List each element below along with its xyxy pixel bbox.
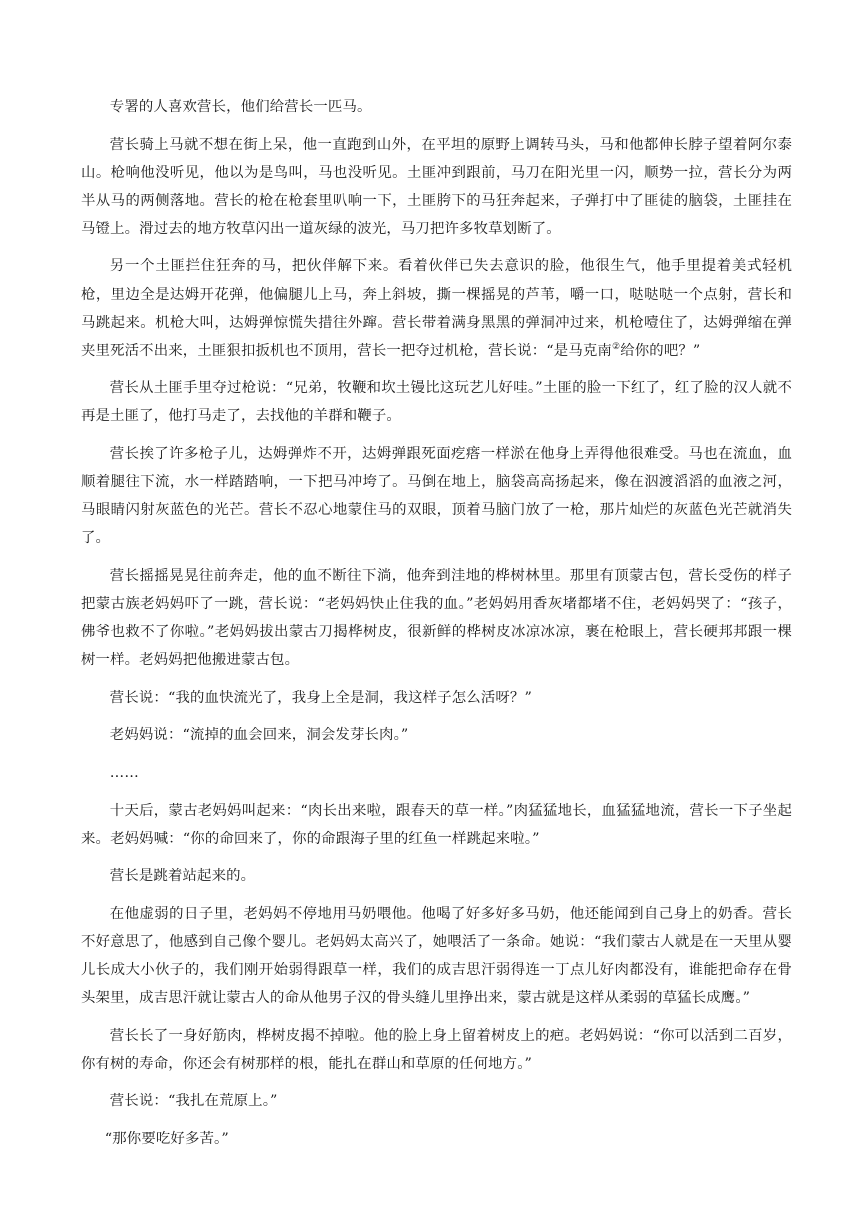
paragraph-text-tail: 给你的吧？” xyxy=(620,342,701,359)
paragraph: 营长骑上马就不想在街上呆，他一直跑到山外，在平坦的原野上调转马头，马和他都伸长脖子望着阿尔泰山。枪响他没听见，他以为是鸟叫，马也没听见。土匪冲到跟前，马刀在阳光里一闪，顺势一拉，营长分为两半从马的两侧落地。营长的枪在枪套里叭响一下，土匪胯下的马狂奔起来，子弹打中了匪徒的脑袋，土匪挂在马镫上。滑过去的地方牧草闪出一道灰绿的波光，马刀把许多牧草划断了。 xyxy=(81,136,792,237)
paragraph: “那你要吃好多苦。” xyxy=(104,1131,229,1147)
article-body xyxy=(81,93,792,1163)
paragraph: 营长长了一身好筋肉，桦树皮揭不掉啦。他的脸上身上留着树皮上的疤。老妈妈说：“你可以活到二百岁，你有树的寿命，你还会有树那样的根，能扎在群山和草原的任何地方。” xyxy=(81,1027,792,1072)
paragraph: 在他虚弱的日子里，老妈妈不停地用马奶喂他。他喝了好多好多马奶，他还能闻到自己身上的奶香。营长不好意思了，他感到自己像个婴儿。老妈妈太高兴了，她喂活了一条命。她说：“我们蒙古人就是在一天里从婴儿长成大小伙子的，我们刚开始弱得跟草一样，我们的成吉思汗弱得连一丁点儿好肉都没有，谁能把命存在骨头架里，成吉思汗就让蒙古人的命从他男子汉的骨头缝儿里挣出来，蒙古就是这样从柔弱的草猛长成鹰。” xyxy=(81,905,792,1007)
paragraph: 十天后，蒙古老妈妈叫起来：“肉长出来啦，跟春天的草一样。”肉猛猛地长，血猛猛地流，营长一下子坐起来。老妈妈喊：“你的命回来了，你的命跟海子里的红鱼一样跳起来啦。” xyxy=(81,802,792,847)
paragraph: 营长是跳着站起来的。 xyxy=(109,868,256,885)
footnote-marker: ② xyxy=(611,341,621,352)
paragraph: 营长摇摇晃晃往前奔走，他的血不断往下淌，他奔到洼地的桦树林里。那里有顶蒙古包，营长受伤的样子把蒙古族老妈妈吓了一跳，营长说：“老妈妈快止住我的血。”老妈妈用香灰堵都堵不住，老妈妈哭了：“孩子，佛爷也救不了你啦。”老妈妈拔出蒙古刀揭桦树皮，很新鲜的桦树皮冰凉冰凉，裹在枪眼上，营长硬邦邦跟一棵树一样。老妈妈把他搬进蒙古包。 xyxy=(81,567,792,669)
paragraph: 营长说：“我的血快流光了，我身上全是洞，我这样子怎么活呀？” xyxy=(109,689,532,706)
paragraph: 营长挨了许多枪子儿，达姆弹炸不开，达姆弹跟死面疙瘩一样淤在他身上弄得他很难受。马也在流血，血顺着腿往下流，水一样踏踏响，一下把马冲垮了。马倒在地上，脑袋高高扬起来，像在泅渡滔滔的血液之河，马眼睛闪射灰蓝色的光芒。营长不忍心地蒙住马的双眼，顶着马脑门放了一枪，那片灿烂的灰蓝色光芒就消失了。 xyxy=(81,446,792,547)
paragraph: 营长从土匪手里夺过枪说：“兄弟，牧鞭和坎土镘比这玩艺儿好哇。”土匪的脸一下红了，红了脸的汉人就不再是土匪了，他打马走了，去找他的羊群和鞭子。 xyxy=(81,380,792,425)
paragraph: 营长说：“我扎在荒原上。” xyxy=(109,1093,278,1110)
paragraph: 专署的人喜欢营长，他们给营长一匹马。 xyxy=(109,99,372,115)
ellipsis: …… xyxy=(109,764,139,781)
paragraph-text: 另一个土匪拦住狂奔的马，把伙伴解下来。看着伙伴已失去意识的脸，他很生气，他手里提着美式轻机枪，里边全是达姆开花弹，他偏腿儿上马，奔上斜坡，撕一棵摇晃的芦苇，嚼一口，哒哒哒一个点射，营长和马跳起来。机枪大叫，达姆弹惊慌失措往外蹿。营长带着满身黑黑的弹洞冲过来，机枪噎住了，达姆弹缩在弹夹里死活不出来，土匪狠扣扳机也不顶用，营长一把夺过机枪，营长说：“是马克南 xyxy=(81,258,792,359)
paragraph: 老妈妈说：“流掉的血会回来，洞会发芽长肉。” xyxy=(109,727,409,744)
paragraph xyxy=(81,252,792,364)
